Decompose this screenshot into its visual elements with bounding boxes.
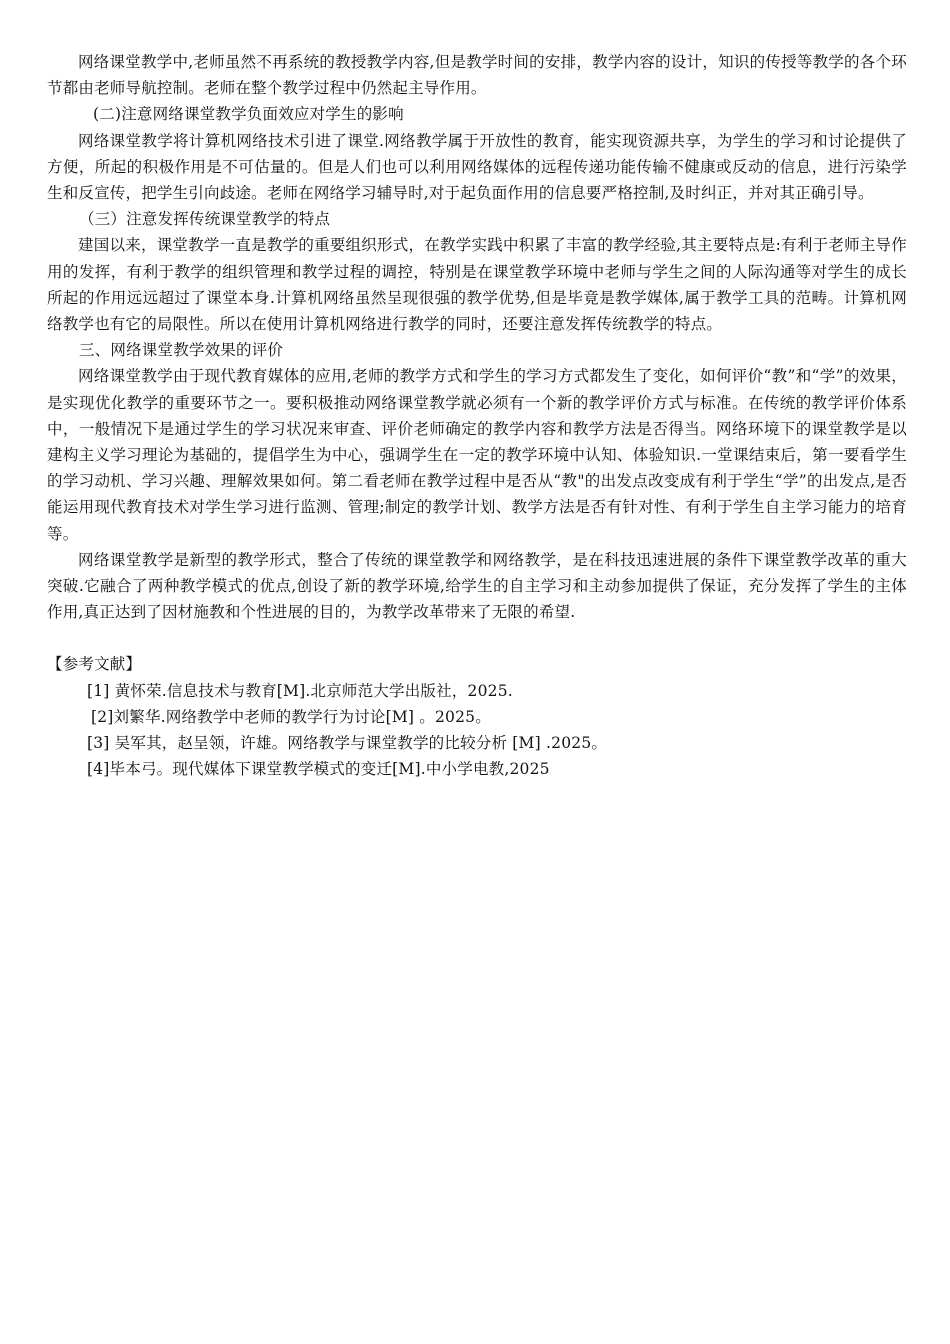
reference-item: [1] 黄怀荣.信息技术与教育[M].北京师范大学出版社，2025. <box>87 681 513 700</box>
paragraph-traditional-teaching: 建国以来，课堂教学一直是教学的重要组织形式，在教学实践中积累了丰富的教学经验,其主要特点是:有利于老师主导作用的发挥，有利于教学的组织管理和教学过程的调控，特别是在课堂教学环境中老师与学生之间的人际沟通等对学生的成长所起的作用远远超过了课堂本身.计算机网络虽然呈现很强的教学优势,但是毕竟是教学媒体,属于教学工具的范畴。计算机网络教学也有它的局限性。所以在使用计算机网络进行教学的同时，还要注意发挥传统教学的特点。 <box>47 236 907 334</box>
paragraph-evaluation: 网络课堂教学由于现代教育媒体的应用,老师的教学方式和学生的学习方式都发生了变化，如何评价“教”和“学”的效果，是实现优化教学的重要环节之一。要积极推动网络课堂教学就必须有一个新的教学评价方式与标准。在传统的教学评价体系中，一般情况下是通过学生的学习状况来审查、评价老师确定的教学内容和教学方法是否得当。网络环境下的课堂教学是以建构主义学习理论为基础的，提倡学生为中心，强调学生在一定的教学环境中认知、体验知识.一堂课结束后，第一要看学生的学习动机、学习兴趣、理解效果如何。第二看老师在教学过程中是否从“教"的出发点改变成有利于学生“学”的出发点,是否能运用现代教育技术对学生学习进行监测、管理;制定的教学计划、教学方法是否有针对性、有利于学生自主学习能力的培育等。 <box>47 367 907 543</box>
section-heading-traditional-teaching: （三）注意发挥传统课堂教学的特点 <box>79 210 331 229</box>
section-heading-negative-effects: (二)注意网络课堂教学负面效应对学生的影响 <box>93 105 404 124</box>
reference-item: [4]毕本弓。现代媒体下课堂教学模式的变迁[M].中小学电教,2025 <box>87 760 550 779</box>
paragraph-teacher-guidance: 网络课堂教学中,老师虽然不再系统的教授教学内容,但是教学时间的安排，教学内容的设计，知识的传授等教学的各个环节都由老师导航控制。老师在整个教学过程中仍然起主导作用。 <box>47 53 907 98</box>
paragraph-conclusion: 网络课堂教学是新型的教学形式，整合了传统的课堂教学和网络教学，是在科技迅速进展的条件下课堂教学改革的重大突破.它融合了两种教学模式的优点,创设了新的教学环境,给学生的自主学习和主动参加提供了保证，充分发挥了学生的主体作用,真正达到了因材施教和个性进展的目的，为教学改革带来了无限的希望. <box>47 550 907 622</box>
spacer <box>47 625 907 651</box>
references-title: 【参考文献】 <box>47 655 142 674</box>
section-heading-evaluation: 三、网络课堂教学效果的评价 <box>79 341 284 360</box>
paragraph-negative-effects: 网络课堂教学将计算机网络技术引进了课堂.网络教学属于开放性的教育，能实现资源共享，为学生的学习和讨论提供了方便，所起的积极作用是不可估量的。但是人们也可以利用网络媒体的远程传递功能传输不健康或反动的信息，进行污染学生和反宣传，把学生引向歧途。老师在网络学习辅导时,对于起负面作用的信息要严格控制,及时纠正，并对其正确引导。 <box>47 131 907 203</box>
document-page <box>47 49 907 782</box>
reference-item: [2]刘繁华.网络教学中老师的教学行为讨论[M] 。2025。 <box>91 707 491 726</box>
references-list <box>47 678 907 783</box>
reference-item: [3] 吴军其，赵呈领，许雄。网络教学与课堂教学的比较分析 [M] .2025。 <box>87 734 608 753</box>
